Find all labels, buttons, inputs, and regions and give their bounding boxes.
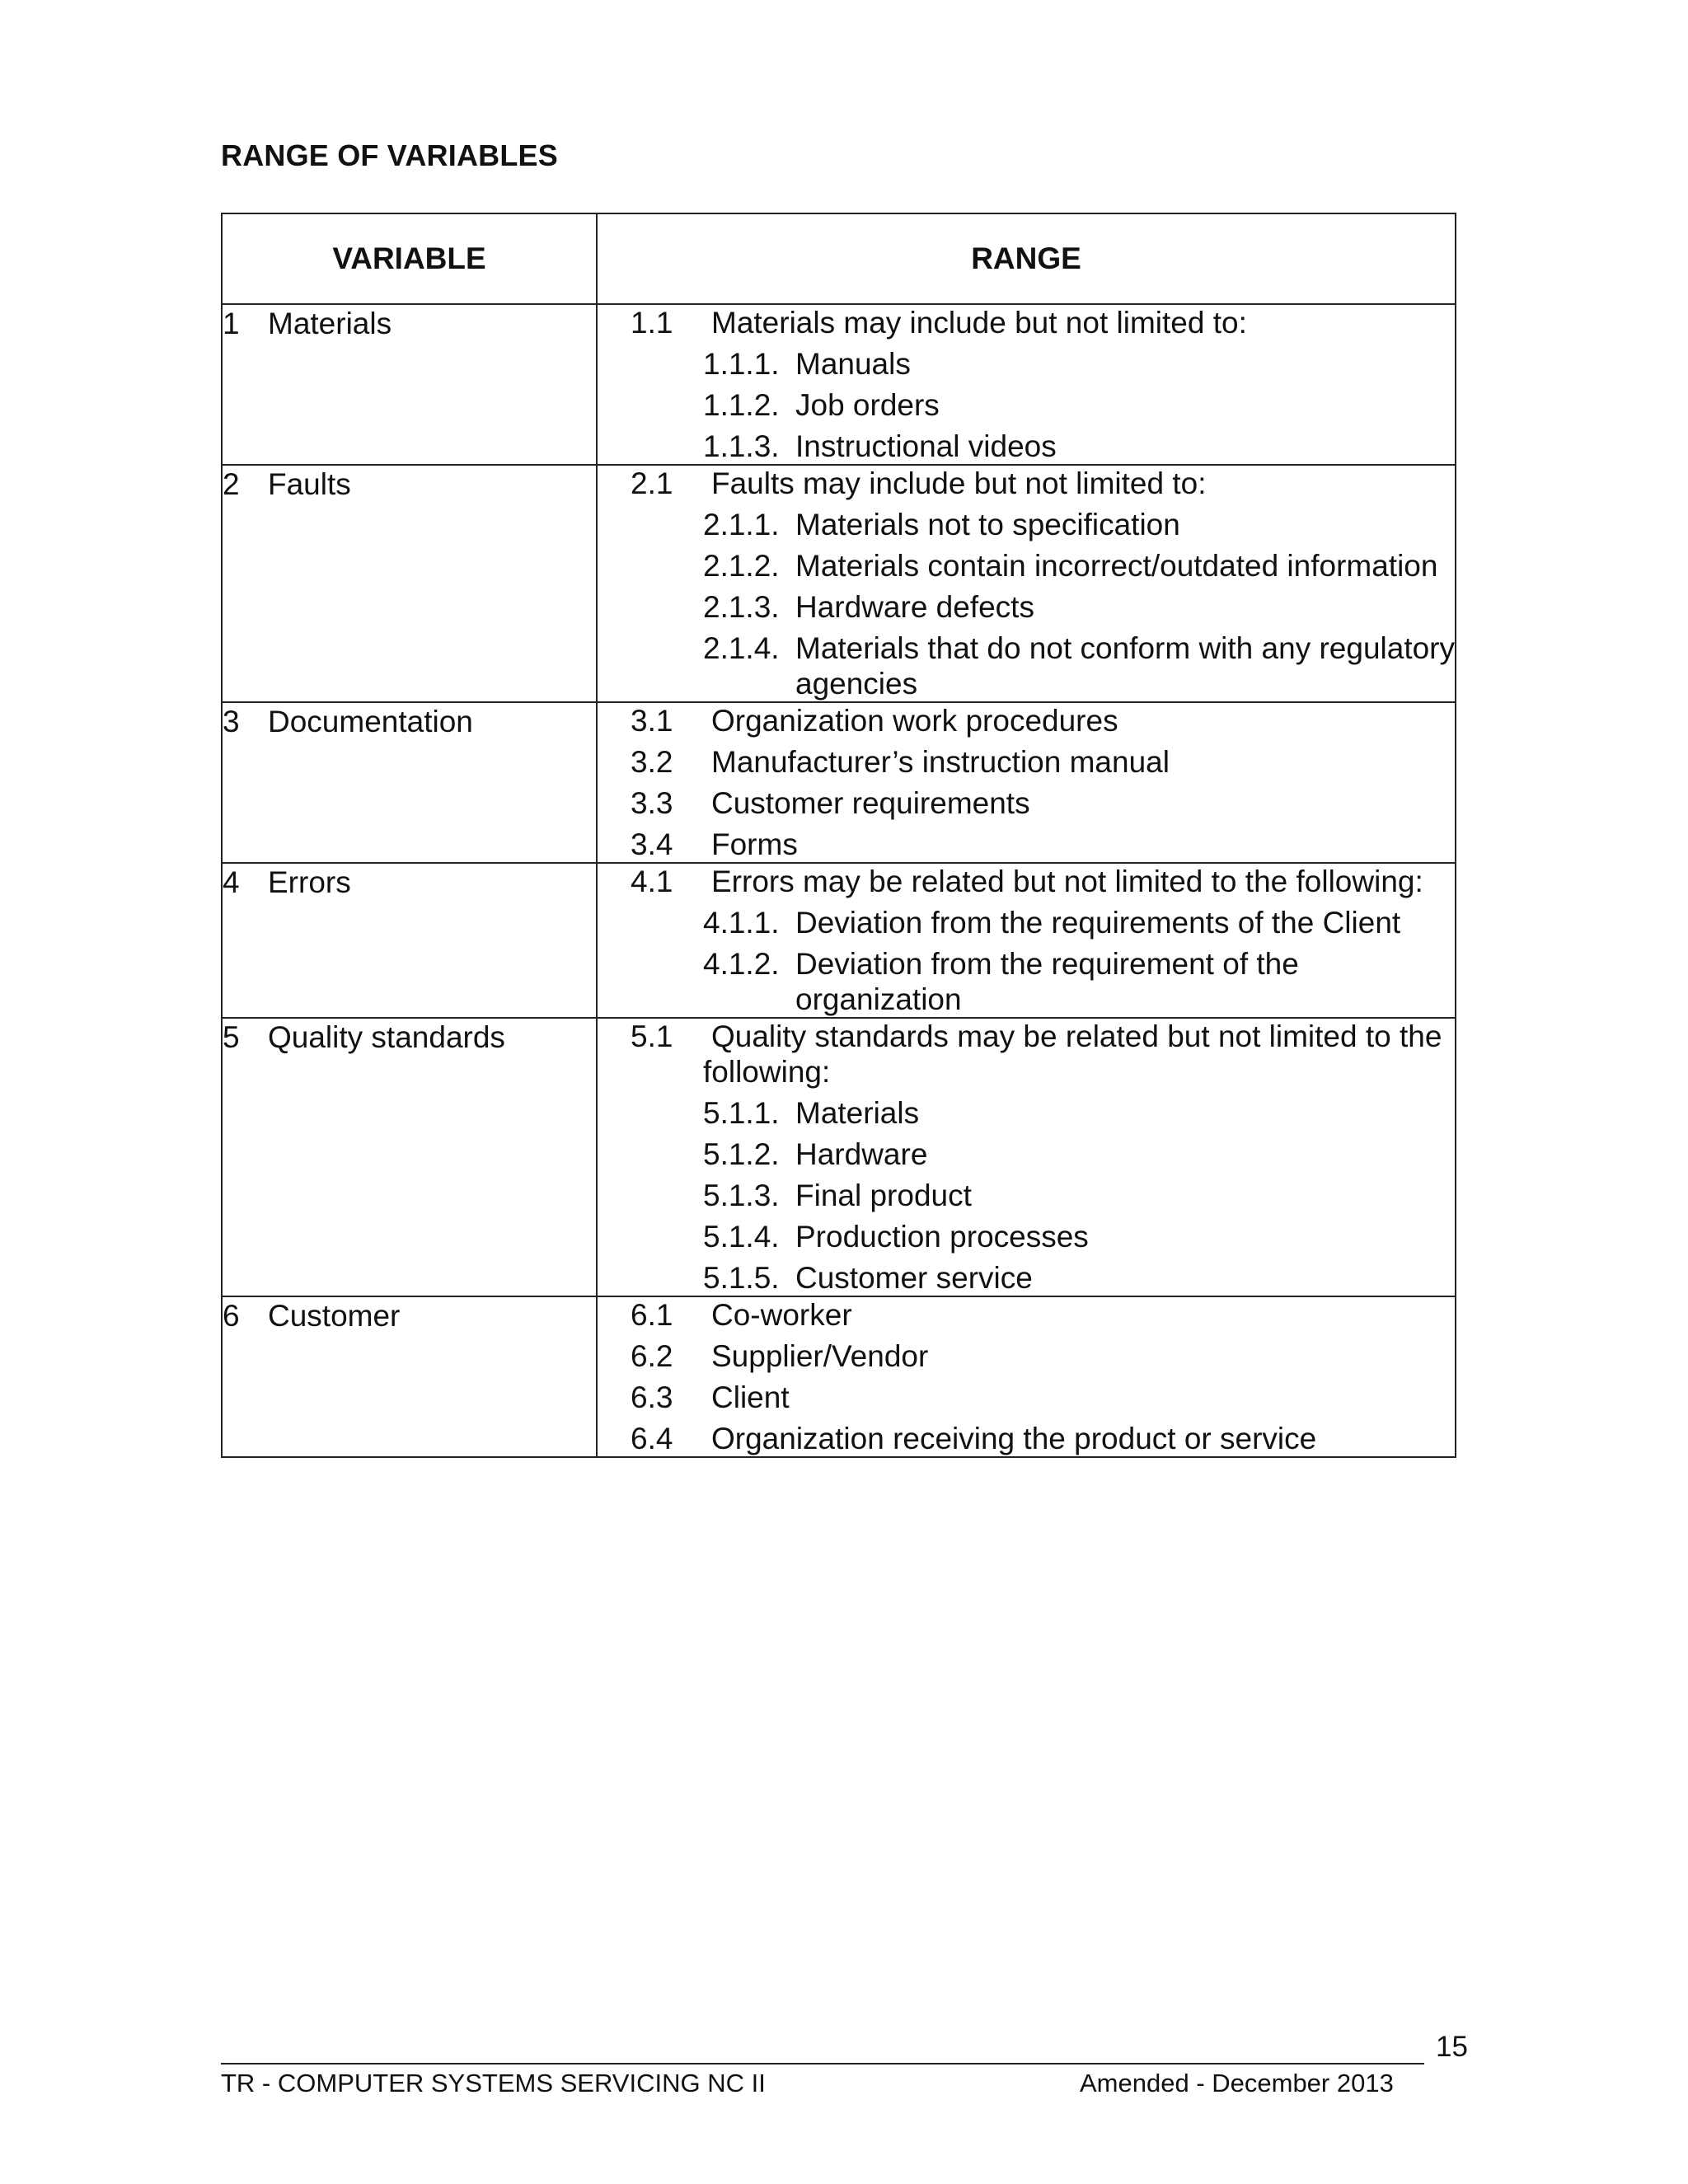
range-subitem (598, 630, 1455, 701)
variable-label: Documentation (268, 705, 473, 738)
range-item (598, 1297, 1455, 1333)
item-number: 5.1.4. (703, 1220, 780, 1254)
item-text: Organization work procedures (711, 704, 1118, 738)
range-item (598, 785, 1455, 821)
item-number: 6.2 (631, 1339, 673, 1373)
variable-label: Quality standards (268, 1020, 505, 1054)
item-text: Faults may include but not limited to: (711, 466, 1207, 500)
item-number: 2.1.2. (703, 549, 780, 583)
item-text: Materials (795, 1096, 920, 1130)
item-number: 6.1 (631, 1298, 673, 1332)
item-number: 1.1.2. (703, 388, 780, 422)
variable-cell (222, 304, 597, 465)
item-number: 4.1.1. (703, 906, 780, 940)
variable-cell (222, 465, 597, 702)
item-text: Manufacturer’s instruction manual (711, 745, 1170, 779)
item-text: Supplier/Vendor (711, 1339, 929, 1373)
range-subitem (598, 1260, 1455, 1296)
item-text: Materials not to specification (795, 508, 1180, 541)
item-text: Deviation from the requirement of the organization (795, 947, 1299, 1016)
variable-number: 6 (223, 1299, 240, 1333)
item-text: Co-worker (711, 1298, 852, 1332)
table-row (222, 863, 1456, 1018)
page-number: 15 (1436, 2031, 1468, 2063)
range-item (598, 1421, 1455, 1456)
item-number: 2.1.3. (703, 590, 780, 624)
item-number: 1.1 (631, 306, 673, 340)
range-cell (597, 1018, 1456, 1296)
footer-document-title: TR - COMPUTER SYSTEMS SERVICING NC II (221, 2069, 766, 2097)
variable-number: 4 (223, 865, 240, 899)
table-row (222, 304, 1456, 465)
item-text: Materials may include but not limited to: (711, 306, 1247, 340)
footer-rule (221, 2063, 1424, 2064)
item-text: Hardware defects (795, 590, 1034, 624)
variable-cell (222, 863, 597, 1018)
range-subitem (598, 1095, 1455, 1131)
item-number: 4.1.2. (703, 947, 780, 981)
item-text: Job orders (795, 388, 940, 422)
range-item (598, 827, 1455, 862)
variable-cell (222, 1296, 597, 1457)
range-cell (597, 863, 1456, 1018)
range-item (598, 1380, 1455, 1415)
variable-label: Materials (268, 307, 392, 340)
table-body (222, 304, 1456, 1457)
item-text: Organization receiving the product or service (711, 1422, 1317, 1455)
variable-cell (222, 702, 597, 863)
item-text: Manuals (795, 347, 911, 381)
variable-number: 3 (223, 705, 240, 738)
table-row (222, 1018, 1456, 1296)
range-subitem (598, 1178, 1455, 1213)
range-cell (597, 1296, 1456, 1457)
range-subitem (598, 387, 1455, 423)
range-item (631, 864, 1455, 899)
item-number: 5.1.5. (703, 1261, 780, 1295)
variable-cell (222, 1018, 597, 1296)
item-number: 2.1 (631, 466, 673, 500)
range-subitem (598, 1219, 1455, 1254)
item-number: 4.1 (631, 865, 673, 898)
range-cell (597, 304, 1456, 465)
item-number: 5.1.3. (703, 1179, 780, 1212)
range-column-header: RANGE (597, 213, 1456, 304)
item-text: Hardware (795, 1137, 928, 1171)
item-text: Forms (711, 827, 798, 861)
item-text: Customer requirements (711, 786, 1030, 820)
range-subitem (598, 905, 1455, 940)
item-number: 2.1.4. (703, 631, 780, 665)
item-text: Production processes (795, 1220, 1089, 1254)
item-number: 3.4 (631, 827, 673, 861)
table-row (222, 1296, 1456, 1457)
range-subitem (598, 1137, 1455, 1172)
footer-amendment-date: Amended - December 2013 (1080, 2069, 1394, 2097)
range-item (631, 1019, 1455, 1090)
range-subitem (598, 346, 1455, 382)
range-item (598, 305, 1455, 340)
item-text: Customer service (795, 1261, 1033, 1295)
variable-number: 1 (223, 307, 240, 340)
item-number: 3.2 (631, 745, 673, 779)
item-number: 6.3 (631, 1380, 673, 1414)
table-row (222, 702, 1456, 863)
item-text: Errors may be related but not limited to the following: (711, 865, 1423, 898)
range-item (598, 1338, 1455, 1374)
variable-label: Faults (268, 467, 351, 501)
item-text: Quality standards may be related but not limited to the following: (703, 1019, 1442, 1089)
range-subitem (598, 946, 1455, 1017)
range-subitem (598, 507, 1455, 542)
variable-label: Errors (268, 865, 351, 899)
range-cell (597, 465, 1456, 702)
item-number: 3.3 (631, 786, 673, 820)
item-number: 5.1 (631, 1019, 673, 1053)
variable-column-header: VARIABLE (222, 213, 597, 304)
table-header-row (222, 213, 1456, 304)
item-number: 1.1.1. (703, 347, 780, 381)
range-item (598, 703, 1455, 738)
variable-number: 5 (223, 1020, 240, 1054)
table-row (222, 465, 1456, 702)
range-item (598, 744, 1455, 780)
item-number: 1.1.3. (703, 429, 780, 463)
item-number: 5.1.2. (703, 1137, 780, 1171)
range-subitem (598, 589, 1455, 625)
item-text: Deviation from the requirements of the Client (795, 906, 1401, 940)
item-text: Materials that do not conform with any regulatory agencies (795, 631, 1455, 701)
section-heading: RANGE OF VARIABLES (221, 138, 558, 172)
range-of-variables-table (221, 213, 1456, 1458)
item-number: 3.1 (631, 704, 673, 738)
variable-label: Customer (268, 1299, 401, 1333)
item-number: 2.1.1. (703, 508, 780, 541)
item-number: 6.4 (631, 1422, 673, 1455)
range-subitem (598, 429, 1455, 464)
range-subitem (598, 548, 1455, 583)
range-cell (597, 702, 1456, 863)
item-text: Materials contain incorrect/outdated information (795, 549, 1438, 583)
item-text: Final product (795, 1179, 972, 1212)
item-text: Instructional videos (795, 429, 1057, 463)
variable-number: 2 (223, 467, 240, 501)
item-text: Client (711, 1380, 790, 1414)
item-number: 5.1.1. (703, 1096, 780, 1130)
range-item (598, 466, 1455, 501)
